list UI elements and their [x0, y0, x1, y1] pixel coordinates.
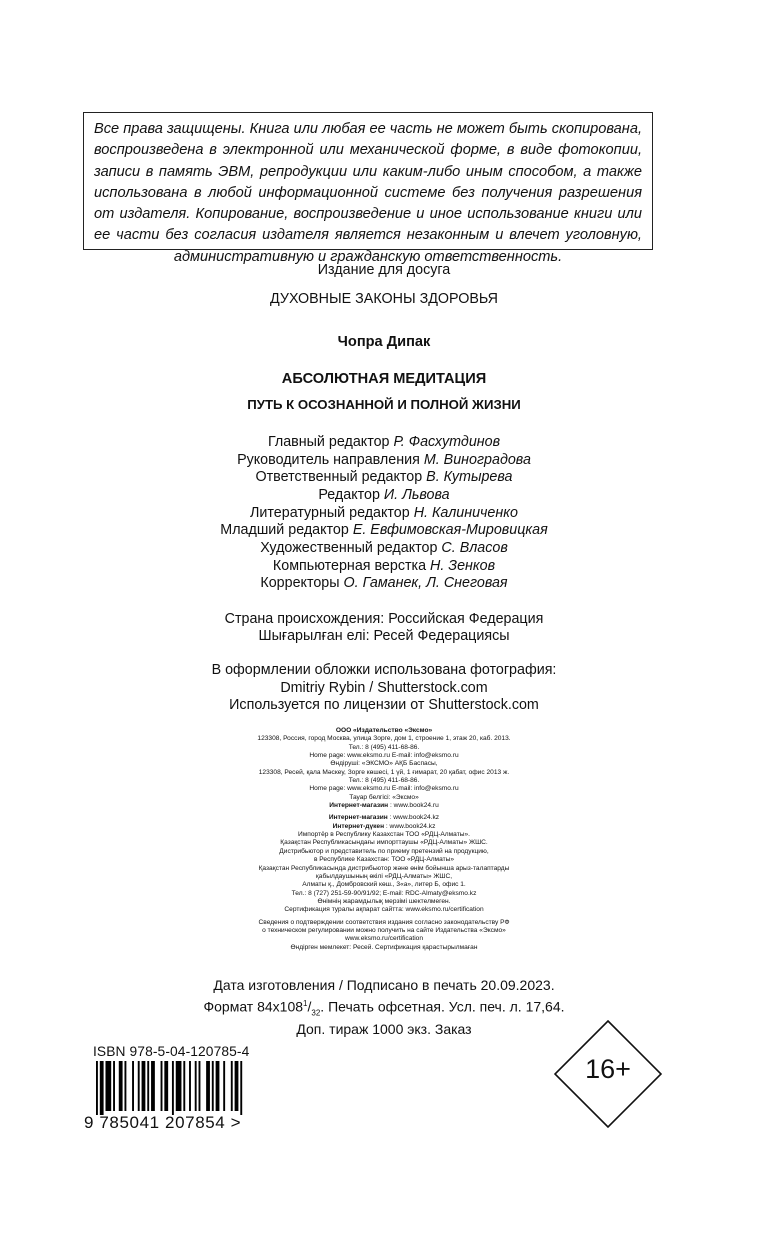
- barcode-bar: [138, 1061, 140, 1111]
- barcode-bar: [231, 1061, 233, 1111]
- publisher-line: 123308, Россия, город Москва, улица Зорге, дом 1, строение 1, этаж 20, каб. 2013.: [257, 735, 511, 743]
- photo-credit-2: Dmitriy Rybin / Shutterstock.com: [280, 680, 488, 696]
- publisher-line: Өнімнің жарамдылық мерзімі шектелмеген.: [317, 897, 451, 905]
- barcode-digits: 9 785041 207854 >: [84, 1113, 242, 1132]
- credit-line: Руководитель направления М. Виноградова: [237, 451, 531, 468]
- publisher-line: Тел.: 8 (495) 411-68-86.: [348, 777, 420, 785]
- publisher-line: www.eksmo.ru/certification: [344, 935, 424, 943]
- shop-line: Интернет-магазин : www.book24.kz: [328, 814, 440, 822]
- publisher-line: қабылдаушының өкілі «РДЦ-Алматы» ЖШС,: [315, 872, 453, 880]
- publisher-line: Тел.: 8 (495) 411-68-86.: [348, 743, 420, 751]
- barcode-bar: [132, 1061, 134, 1111]
- copyright-text: Все права защищены. Книга или любая ее часть не может быть скопирована, воспроизведена в электронной или механической форме, в виде фотокопии, записи в память ЭВМ, репродукции или каким-либо иным способом, а также использована в любой информационной системе без получения разрешения от издателя. Копирование, воспроизведение и иное использование книги или ее части без согласия издателя является незаконным и влечет уголовную, административную и гражданскую ответственность.: [94, 121, 642, 265]
- publisher-line: Импортёр в Республику Казахстан ТОО «РДЦ-Алматы».: [298, 831, 470, 839]
- photo-credit-3: Используется по лицензии от Shutterstock.com: [229, 697, 539, 713]
- barcode-bar: [235, 1061, 239, 1111]
- barcode-bar: [195, 1061, 197, 1111]
- publisher-line: 123308, Ресей, қала Мәскеу, Зорге көшесі, 1 үй, 1 ғимарат, 20 қабат, офис 2013 ж.: [258, 768, 510, 776]
- credit-line: Главный редактор Р. Фасхутдинов: [267, 434, 501, 450]
- credits-list: [0, 434, 768, 593]
- publisher-line: Сертификация туралы ақпарат сайтта: www.eksmo.ru/certification: [284, 906, 484, 914]
- barcode: [96, 1061, 246, 1115]
- publisher-line: Өндірген мемлекет: Ресей. Сертификация қарастырылмаған: [290, 943, 478, 951]
- barcode-bar: [189, 1061, 191, 1111]
- barcode-bar: [119, 1061, 123, 1111]
- circulation: Доп. тираж 1000 экз. Заказ: [296, 1021, 472, 1038]
- book-title: АБСОЛЮТНАЯ МЕДИТАЦИЯ: [281, 371, 487, 387]
- print-date: Дата изготовления / Подписано в печать 20.09.2023.: [213, 977, 555, 993]
- barcode-bar: [206, 1061, 210, 1111]
- publisher-line: о техническом регулировании можно получить на сайте Издательства «Эксмо»: [262, 926, 506, 934]
- credit-line: Младший редактор Е. Евфимовская-Мировицкая: [220, 522, 548, 539]
- barcode-bar: [96, 1061, 98, 1115]
- credit-line: Литературный редактор Н. Калиниченко: [250, 504, 518, 521]
- publisher-line: Тел.: 8 (727) 251-59-90/91/92; E-mail: RDC-Almaty@eksmo.kz: [291, 889, 477, 897]
- shop-line: Интернет-магазин : www.book24.ru: [329, 802, 439, 810]
- origin-ru: Страна происхождения: Российская Федерация: [224, 611, 544, 627]
- book-subtitle: ПУТЬ К ОСОЗНАННОЙ И ПОЛНОЙ ЖИЗНИ: [247, 397, 521, 412]
- copyright-notice: [83, 112, 653, 265]
- barcode-bar: [216, 1061, 220, 1111]
- barcode-bar: [161, 1061, 163, 1111]
- publisher-line: Қазақстан Республикасындағы импорттаушы «РДЦ-Алматы» ЖШС.: [280, 839, 488, 847]
- barcode-bar: [240, 1061, 242, 1115]
- barcode-bar: [199, 1061, 201, 1111]
- barcode-bar: [223, 1061, 225, 1111]
- edition-type: Издание для досуга: [317, 262, 451, 278]
- publisher-line: Home page: www.eksmo.ru E-mail: info@eksmo.ru: [309, 752, 459, 760]
- barcode-bar: [113, 1061, 115, 1111]
- format-line: Формат $84x108^1/_{32}$. Печать офсетная. Усл. печ. л. 17,64.: [203, 998, 565, 1017]
- barcode-bar: [183, 1061, 185, 1111]
- credit-line: Художественный редактор С. Власов: [260, 539, 508, 556]
- barcode-bar: [147, 1061, 149, 1111]
- barcode-bar: [164, 1061, 168, 1111]
- publisher-line: Алматы қ., Домбровский көш., 3«а», литер Б, офис 1.: [302, 881, 466, 889]
- barcode-bar: [100, 1061, 104, 1115]
- publisher-line: Қазақстан Республикасында дистрибьютор және өнім бойынша арыз-талаптарды: [258, 864, 510, 872]
- shop-line: Интернет-дүкен : www.book24.kz: [332, 822, 436, 830]
- credit-line: Корректоры О. Гаманек, Л. Снеговая: [260, 575, 508, 592]
- barcode-bar: [212, 1061, 214, 1111]
- barcode-bar: [142, 1061, 146, 1111]
- barcode-bar: [124, 1061, 126, 1111]
- publisher-line: Home page: www.eksmo.ru E-mail: info@eksmo.ru: [309, 785, 459, 793]
- isbn: ISBN 978-5-04-120785-4: [93, 1044, 250, 1059]
- series-name: ДУХОВНЫЕ ЗАКОНЫ ЗДОРОВЬЯ: [270, 291, 498, 307]
- barcode-bar: [105, 1061, 111, 1111]
- publisher-line: Өндіруші: «ЭКСМО» АҚБ Баспасы,: [330, 760, 438, 768]
- credit-line: Редактор И. Львова: [318, 486, 450, 503]
- publisher-line: в Республике Казахстан: ТОО «РДЦ-Алматы»: [313, 856, 455, 864]
- publisher-line: ООО «Издательство «Эксмо»: [335, 727, 433, 734]
- age-rating: 16+: [585, 1054, 631, 1084]
- publisher-info: [0, 727, 768, 952]
- author: Чопра Дипак: [337, 334, 431, 350]
- credit-line: Компьютерная верстка Н. Зенков: [272, 557, 496, 574]
- barcode-bar: [176, 1061, 182, 1111]
- publisher-line: Дистрибьютор и представитель по приему претензий на продукцию,: [279, 847, 489, 855]
- barcode-bar: [172, 1061, 174, 1115]
- publisher-line: Тауар белгісі: «Эксмо»: [349, 793, 419, 801]
- origin-kz: Шығарылған елі: Ресей Федерациясы: [258, 628, 510, 644]
- publisher-line: Сведения о подтверждении соответствия издания согласно законодательству РФ: [258, 918, 510, 926]
- barcode-bar: [151, 1061, 155, 1111]
- photo-credit-1: В оформлении обложки использована фотография:: [211, 662, 557, 678]
- credit-line: Ответственный редактор В. Кутырева: [255, 469, 513, 486]
